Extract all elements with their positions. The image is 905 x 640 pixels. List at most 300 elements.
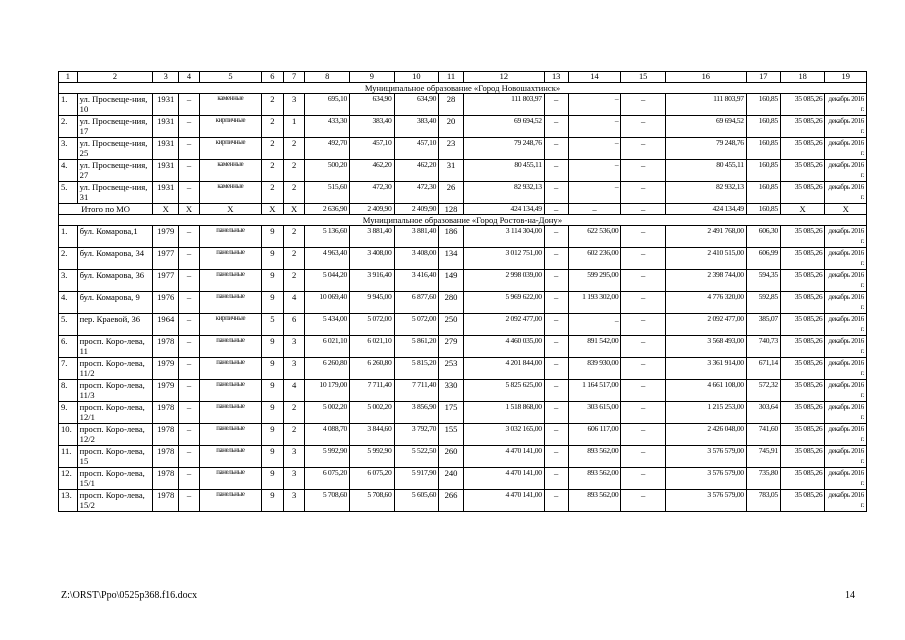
table-cell: 9 bbox=[261, 424, 283, 446]
table-row bbox=[59, 116, 867, 138]
table-cell: декабрь 2016 г. bbox=[825, 182, 867, 204]
table-cell: 1979 bbox=[153, 226, 179, 248]
table-cell: просп. Коро-лева, 15 bbox=[77, 446, 153, 468]
table-cell: 9 945,00 bbox=[350, 292, 395, 314]
column-number-cell: 18 bbox=[780, 72, 825, 83]
table-cell: 2 bbox=[283, 424, 305, 446]
table-cell: 35 085,26 bbox=[780, 424, 825, 446]
table-cell: ул. Просвеще-ния, 27 bbox=[77, 160, 153, 182]
table-cell: _ bbox=[568, 314, 621, 336]
table-row bbox=[59, 490, 867, 512]
table-cell: декабрь 2016 г. bbox=[825, 160, 867, 182]
table-cell: 4 201 844,00 bbox=[463, 358, 544, 380]
table-cell: 330 bbox=[439, 380, 464, 402]
table-cell: 9. bbox=[59, 402, 78, 424]
table-cell: 671,14 bbox=[746, 358, 780, 380]
table-cell: декабрь 2016 г. bbox=[825, 116, 867, 138]
table-cell: – bbox=[621, 336, 666, 358]
table-cell: декабрь 2016 г. bbox=[825, 248, 867, 270]
column-number-cell: 9 bbox=[350, 72, 395, 83]
table-cell: 2 bbox=[261, 160, 283, 182]
table-cell: – bbox=[544, 358, 568, 380]
table-cell: 5 992,90 bbox=[350, 446, 395, 468]
column-number-cell: 1 bbox=[59, 72, 78, 83]
table-row bbox=[59, 314, 867, 336]
table-cell: кирпичные bbox=[199, 116, 261, 138]
table-cell: 606 117,00 bbox=[568, 424, 621, 446]
table-cell: 35 085,26 bbox=[780, 380, 825, 402]
table-cell: – bbox=[544, 138, 568, 160]
table-cell: 5 917,90 bbox=[394, 468, 439, 490]
table-cell: – bbox=[179, 160, 200, 182]
table-cell: – bbox=[544, 424, 568, 446]
table-cell: – bbox=[621, 116, 666, 138]
table-cell: 2 426 048,00 bbox=[665, 424, 746, 446]
table-cell: ул. Просвеще-ния, 10 bbox=[77, 94, 153, 116]
table-cell: – bbox=[544, 402, 568, 424]
table-cell: – bbox=[179, 446, 200, 468]
total-row bbox=[59, 204, 867, 215]
table-cell: 35 085,26 bbox=[780, 314, 825, 336]
table-cell: 1931 bbox=[153, 138, 179, 160]
table-cell: 383,40 bbox=[350, 116, 395, 138]
table-cell: – bbox=[568, 138, 621, 160]
table-cell: 35 085,26 bbox=[780, 490, 825, 512]
table-cell: – bbox=[544, 490, 568, 512]
table-cell: 35 085,26 bbox=[780, 358, 825, 380]
table-cell: 6 260,80 bbox=[305, 358, 350, 380]
table-cell: 1978 bbox=[153, 468, 179, 490]
table-cell: 80 455,11 bbox=[665, 160, 746, 182]
table-cell: 4 776 320,00 bbox=[665, 292, 746, 314]
table-cell: 634,90 bbox=[350, 94, 395, 116]
table-cell: 1978 bbox=[153, 490, 179, 512]
table-cell: 783,05 bbox=[746, 490, 780, 512]
table-cell: 9 bbox=[261, 226, 283, 248]
table-row bbox=[59, 446, 867, 468]
column-number-cell: 4 bbox=[179, 72, 200, 83]
table-cell: 69 694,52 bbox=[665, 116, 746, 138]
table-cell: 4 bbox=[283, 292, 305, 314]
table-cell: 1978 bbox=[153, 402, 179, 424]
table-cell: – bbox=[544, 270, 568, 292]
total-cell: 424 134,49 bbox=[665, 204, 746, 215]
table-cell: 1931 bbox=[153, 94, 179, 116]
table-cell: 2 bbox=[283, 182, 305, 204]
table-cell: 303 615,00 bbox=[568, 402, 621, 424]
table-cell: 35 085,26 bbox=[780, 94, 825, 116]
table-cell: 3 881,40 bbox=[394, 226, 439, 248]
table-cell: 3 792,70 bbox=[394, 424, 439, 446]
table-row bbox=[59, 270, 867, 292]
table-cell: 4 661 108,00 bbox=[665, 380, 746, 402]
table-cell: 10 069,40 bbox=[305, 292, 350, 314]
table-cell: 2 bbox=[283, 248, 305, 270]
table-cell: 5 992,90 bbox=[305, 446, 350, 468]
table-cell: 602 236,00 bbox=[568, 248, 621, 270]
table-cell: 10. bbox=[59, 424, 78, 446]
table-cell: 1977 bbox=[153, 248, 179, 270]
total-cell: X bbox=[780, 204, 825, 215]
table-cell: 634,90 bbox=[394, 94, 439, 116]
table-cell: панельные bbox=[199, 358, 261, 380]
table-cell: 2 bbox=[283, 226, 305, 248]
table-cell: 3 576 579,00 bbox=[665, 490, 746, 512]
table-cell: – bbox=[179, 358, 200, 380]
table-cell: 740,73 bbox=[746, 336, 780, 358]
table-cell: – bbox=[621, 182, 666, 204]
table-cell: 3 576 579,00 bbox=[665, 446, 746, 468]
table-cell: 1 518 868,00 bbox=[463, 402, 544, 424]
table-cell: 515,60 bbox=[305, 182, 350, 204]
column-number-cell: 6 bbox=[261, 72, 283, 83]
table-cell: 6 021,10 bbox=[350, 336, 395, 358]
table-cell: – bbox=[544, 116, 568, 138]
column-number-cell: 19 bbox=[825, 72, 867, 83]
table-cell: 3 568 493,00 bbox=[665, 336, 746, 358]
table-cell: 3 bbox=[283, 490, 305, 512]
table-cell: 8. bbox=[59, 380, 78, 402]
table-cell: 3 408,00 bbox=[394, 248, 439, 270]
table-cell: 599 295,00 bbox=[568, 270, 621, 292]
table-cell: 266 bbox=[439, 490, 464, 512]
table-cell: 5 044,20 bbox=[305, 270, 350, 292]
table-cell: 3 916,40 bbox=[350, 270, 395, 292]
table-cell: 5. bbox=[59, 182, 78, 204]
table-cell: каменные bbox=[199, 182, 261, 204]
table-cell: 1. bbox=[59, 94, 78, 116]
table-cell: 7. bbox=[59, 358, 78, 380]
table-cell: 9 bbox=[261, 468, 283, 490]
table-row bbox=[59, 336, 867, 358]
table-cell: 4 470 141,00 bbox=[463, 446, 544, 468]
table-row bbox=[59, 182, 867, 204]
table-cell: декабрь 2016 г. bbox=[825, 468, 867, 490]
table-cell: 111 803,97 bbox=[665, 94, 746, 116]
table-cell: 1978 bbox=[153, 446, 179, 468]
table-cell: 79 248,76 bbox=[665, 138, 746, 160]
table-cell: просп. Коро-лева, 11/2 bbox=[77, 358, 153, 380]
table-cell: 385,07 bbox=[746, 314, 780, 336]
table-cell: 1931 bbox=[153, 116, 179, 138]
table-cell: 5 072,00 bbox=[350, 314, 395, 336]
total-cell: X bbox=[199, 204, 261, 215]
table-cell: 5 815,20 bbox=[394, 358, 439, 380]
table-cell: – bbox=[179, 292, 200, 314]
table-cell: 20 bbox=[439, 116, 464, 138]
table-cell: 891 542,00 bbox=[568, 336, 621, 358]
table-cell: – bbox=[544, 314, 568, 336]
table-cell: 28 bbox=[439, 94, 464, 116]
column-number-cell: 15 bbox=[621, 72, 666, 83]
table-cell: 160,85 bbox=[746, 160, 780, 182]
section-title: Муниципальное образование «Город Новошахтинск» bbox=[59, 83, 867, 94]
table-cell: – bbox=[621, 160, 666, 182]
table-row bbox=[59, 468, 867, 490]
table-cell: 9 bbox=[261, 490, 283, 512]
table-cell: 5 002,20 bbox=[350, 402, 395, 424]
table-cell: 31 bbox=[439, 160, 464, 182]
table-cell: 2 410 515,00 bbox=[665, 248, 746, 270]
table-cell: 279 bbox=[439, 336, 464, 358]
table-cell: – bbox=[544, 248, 568, 270]
table-cell: 457,10 bbox=[350, 138, 395, 160]
column-number-cell: 14 bbox=[568, 72, 621, 83]
table-cell: панельные bbox=[199, 226, 261, 248]
table-cell: 5 002,20 bbox=[305, 402, 350, 424]
table-cell: декабрь 2016 г. bbox=[825, 490, 867, 512]
table-cell: 13. bbox=[59, 490, 78, 512]
table-cell: – bbox=[621, 402, 666, 424]
table-cell: – bbox=[544, 292, 568, 314]
table-cell: 1 215 253,00 bbox=[665, 402, 746, 424]
table-cell: 23 bbox=[439, 138, 464, 160]
table-cell: – bbox=[544, 446, 568, 468]
table-cell: 35 085,26 bbox=[780, 446, 825, 468]
table-cell: 11. bbox=[59, 446, 78, 468]
table-cell: 175 bbox=[439, 402, 464, 424]
table-cell: 280 bbox=[439, 292, 464, 314]
table-cell: панельные bbox=[199, 446, 261, 468]
section-title-row bbox=[59, 215, 867, 226]
column-number-cell: 2 bbox=[77, 72, 153, 83]
table-cell: 1978 bbox=[153, 336, 179, 358]
total-cell: X bbox=[825, 204, 867, 215]
table-cell: 6 877,60 bbox=[394, 292, 439, 314]
table-cell: панельные bbox=[199, 468, 261, 490]
table-cell: 5 136,60 bbox=[305, 226, 350, 248]
section-title: Муниципальное образование «Город Ростов-на-Дону» bbox=[59, 215, 867, 226]
table-row bbox=[59, 380, 867, 402]
table-cell: бул. Комарова,1 bbox=[77, 226, 153, 248]
table-cell: ул. Просвеще-ния, 31 bbox=[77, 182, 153, 204]
table-cell: 2 bbox=[283, 402, 305, 424]
table-cell: 3 bbox=[283, 468, 305, 490]
table-cell: 3 114 304,00 bbox=[463, 226, 544, 248]
table-cell: 2 bbox=[261, 94, 283, 116]
table-cell: панельные bbox=[199, 336, 261, 358]
table-cell: 250 bbox=[439, 314, 464, 336]
table-cell: – bbox=[179, 314, 200, 336]
table-cell: – bbox=[179, 380, 200, 402]
table-cell: 5 708,60 bbox=[350, 490, 395, 512]
table-cell: 79 248,76 bbox=[463, 138, 544, 160]
table-cell: – bbox=[179, 138, 200, 160]
table-cell: 1 164 517,00 bbox=[568, 380, 621, 402]
table-cell: – bbox=[621, 424, 666, 446]
table-cell: 1931 bbox=[153, 182, 179, 204]
table-cell: 2 bbox=[283, 138, 305, 160]
table-cell: 134 bbox=[439, 248, 464, 270]
table-cell: 1979 bbox=[153, 358, 179, 380]
table-cell: 5 605,60 bbox=[394, 490, 439, 512]
table-cell: 5 522,50 bbox=[394, 446, 439, 468]
table-cell: 3 844,60 bbox=[350, 424, 395, 446]
table-cell: 695,10 bbox=[305, 94, 350, 116]
table-cell: панельные bbox=[199, 402, 261, 424]
table-cell: – bbox=[179, 226, 200, 248]
table-cell: 3 856,90 bbox=[394, 402, 439, 424]
table-cell: 741,60 bbox=[746, 424, 780, 446]
table-cell: 606,99 bbox=[746, 248, 780, 270]
table-cell: 3 408,00 bbox=[350, 248, 395, 270]
table-cell: панельные bbox=[199, 248, 261, 270]
table-cell: 3 881,40 bbox=[350, 226, 395, 248]
table-cell: 2 092 477,00 bbox=[665, 314, 746, 336]
table-cell: панельные bbox=[199, 380, 261, 402]
table-cell: – bbox=[179, 424, 200, 446]
table-cell: 111 803,97 bbox=[463, 94, 544, 116]
table-cell: декабрь 2016 г. bbox=[825, 358, 867, 380]
table-cell: 735,80 bbox=[746, 468, 780, 490]
table-cell: просп. Коро-лева, 11 bbox=[77, 336, 153, 358]
table-cell: – bbox=[621, 468, 666, 490]
table-cell: – bbox=[179, 182, 200, 204]
table-cell: 9 bbox=[261, 358, 283, 380]
table-cell: 383,40 bbox=[394, 116, 439, 138]
table-cell: 4. bbox=[59, 292, 78, 314]
table-cell: 4 460 035,00 bbox=[463, 336, 544, 358]
table-cell: 2 bbox=[283, 160, 305, 182]
table-cell: 35 085,26 bbox=[780, 336, 825, 358]
table-cell: – bbox=[544, 336, 568, 358]
table-cell: декабрь 2016 г. bbox=[825, 424, 867, 446]
table-cell: 82 932,13 bbox=[665, 182, 746, 204]
table-cell: 6 075,20 bbox=[350, 468, 395, 490]
table-cell: 1977 bbox=[153, 270, 179, 292]
table-row bbox=[59, 402, 867, 424]
table-cell: каменные bbox=[199, 160, 261, 182]
table-cell: – bbox=[621, 380, 666, 402]
total-cell: 128 bbox=[439, 204, 464, 215]
table-cell: 4 bbox=[283, 380, 305, 402]
table-cell: 82 932,13 bbox=[463, 182, 544, 204]
table-cell: 5 825 625,00 bbox=[463, 380, 544, 402]
table-cell: панельные bbox=[199, 292, 261, 314]
total-cell: 2 409,90 bbox=[350, 204, 395, 215]
table-cell: 893 562,00 bbox=[568, 468, 621, 490]
table-cell: 35 085,26 bbox=[780, 270, 825, 292]
table-cell: декабрь 2016 г. bbox=[825, 314, 867, 336]
table-cell: 5 969 622,00 bbox=[463, 292, 544, 314]
table-row bbox=[59, 248, 867, 270]
table-cell: 35 085,26 bbox=[780, 138, 825, 160]
table-cell: 35 085,26 bbox=[780, 292, 825, 314]
table-cell: 6 260,80 bbox=[350, 358, 395, 380]
table-cell: 457,10 bbox=[394, 138, 439, 160]
column-number-cell: 12 bbox=[463, 72, 544, 83]
table-cell: панельные bbox=[199, 490, 261, 512]
table-cell: – bbox=[621, 446, 666, 468]
table-cell: – bbox=[179, 402, 200, 424]
table-cell: 4 470 141,00 bbox=[463, 490, 544, 512]
table-cell: 1 193 302,00 bbox=[568, 292, 621, 314]
table-cell: 5. bbox=[59, 314, 78, 336]
table-cell: пер. Краевой, 36 bbox=[77, 314, 153, 336]
table-cell: 462,20 bbox=[394, 160, 439, 182]
table-cell: 1964 bbox=[153, 314, 179, 336]
total-cell: – bbox=[544, 204, 568, 215]
table-cell: 9 bbox=[261, 402, 283, 424]
table-cell: 7 711,40 bbox=[394, 380, 439, 402]
table-cell: 260 bbox=[439, 446, 464, 468]
table-cell: 160,85 bbox=[746, 94, 780, 116]
total-cell: – bbox=[568, 204, 621, 215]
table-cell: ул. Просвеще-ния, 25 bbox=[77, 138, 153, 160]
table-cell: 9 bbox=[261, 270, 283, 292]
table-cell: 592,85 bbox=[746, 292, 780, 314]
table-cell: 6 021,10 bbox=[305, 336, 350, 358]
table-cell: 35 085,26 bbox=[780, 468, 825, 490]
total-cell: 160,85 bbox=[746, 204, 780, 215]
table-cell: декабрь 2016 г. bbox=[825, 446, 867, 468]
table-cell: бул. Комарова, 9 bbox=[77, 292, 153, 314]
table-cell: – bbox=[568, 160, 621, 182]
column-number-cell: 10 bbox=[394, 72, 439, 83]
table-cell: 1978 bbox=[153, 424, 179, 446]
table-cell: просп. Коро-лева, 11/3 bbox=[77, 380, 153, 402]
column-number-cell: 8 bbox=[305, 72, 350, 83]
column-number-cell: 7 bbox=[283, 72, 305, 83]
table-cell: – bbox=[621, 226, 666, 248]
table-cell: – bbox=[179, 468, 200, 490]
table-row bbox=[59, 94, 867, 116]
total-cell: 2 409,90 bbox=[394, 204, 439, 215]
table-cell: 303,64 bbox=[746, 402, 780, 424]
table-cell: 69 694,52 bbox=[463, 116, 544, 138]
table-cell: просп. Коро-лева, 12/1 bbox=[77, 402, 153, 424]
table-cell: – bbox=[621, 248, 666, 270]
column-number-cell: 5 bbox=[199, 72, 261, 83]
table-cell: 462,20 bbox=[350, 160, 395, 182]
table-cell: 186 bbox=[439, 226, 464, 248]
table-cell: 893 562,00 bbox=[568, 490, 621, 512]
table-cell: декабрь 2016 г. bbox=[825, 292, 867, 314]
table-cell: 3. bbox=[59, 138, 78, 160]
section-title-row bbox=[59, 83, 867, 94]
table-cell: декабрь 2016 г. bbox=[825, 94, 867, 116]
table-cell: 4 470 141,00 bbox=[463, 468, 544, 490]
table-cell: 35 085,26 bbox=[780, 226, 825, 248]
table-cell: панельные bbox=[199, 424, 261, 446]
table-cell: 472,30 bbox=[350, 182, 395, 204]
column-number-cell: 13 bbox=[544, 72, 568, 83]
table-row bbox=[59, 424, 867, 446]
table-cell: 839 930,00 bbox=[568, 358, 621, 380]
table-cell: просп. Коро-лева, 12/2 bbox=[77, 424, 153, 446]
page-number: 14 bbox=[845, 590, 855, 601]
table-cell: 1931 bbox=[153, 160, 179, 182]
table-cell: 3 416,40 bbox=[394, 270, 439, 292]
table-cell: 35 085,26 bbox=[780, 160, 825, 182]
table-cell: – bbox=[621, 138, 666, 160]
table-cell: 3. bbox=[59, 270, 78, 292]
table-cell: – bbox=[621, 358, 666, 380]
table-cell: 606,30 bbox=[746, 226, 780, 248]
table-cell: 2 bbox=[261, 138, 283, 160]
table-cell: – bbox=[621, 94, 666, 116]
table-cell: просп. Коро-лева, 15/1 bbox=[77, 468, 153, 490]
table-cell: 26 bbox=[439, 182, 464, 204]
table-cell: декабрь 2016 г. bbox=[825, 336, 867, 358]
table-cell: 2. bbox=[59, 116, 78, 138]
table-cell: бул. Комарова, 34 bbox=[77, 248, 153, 270]
table-cell: 745,91 bbox=[746, 446, 780, 468]
table-cell: 1976 bbox=[153, 292, 179, 314]
table-row bbox=[59, 226, 867, 248]
table-cell: 5 708,60 bbox=[305, 490, 350, 512]
table-cell: 6 075,20 bbox=[305, 468, 350, 490]
